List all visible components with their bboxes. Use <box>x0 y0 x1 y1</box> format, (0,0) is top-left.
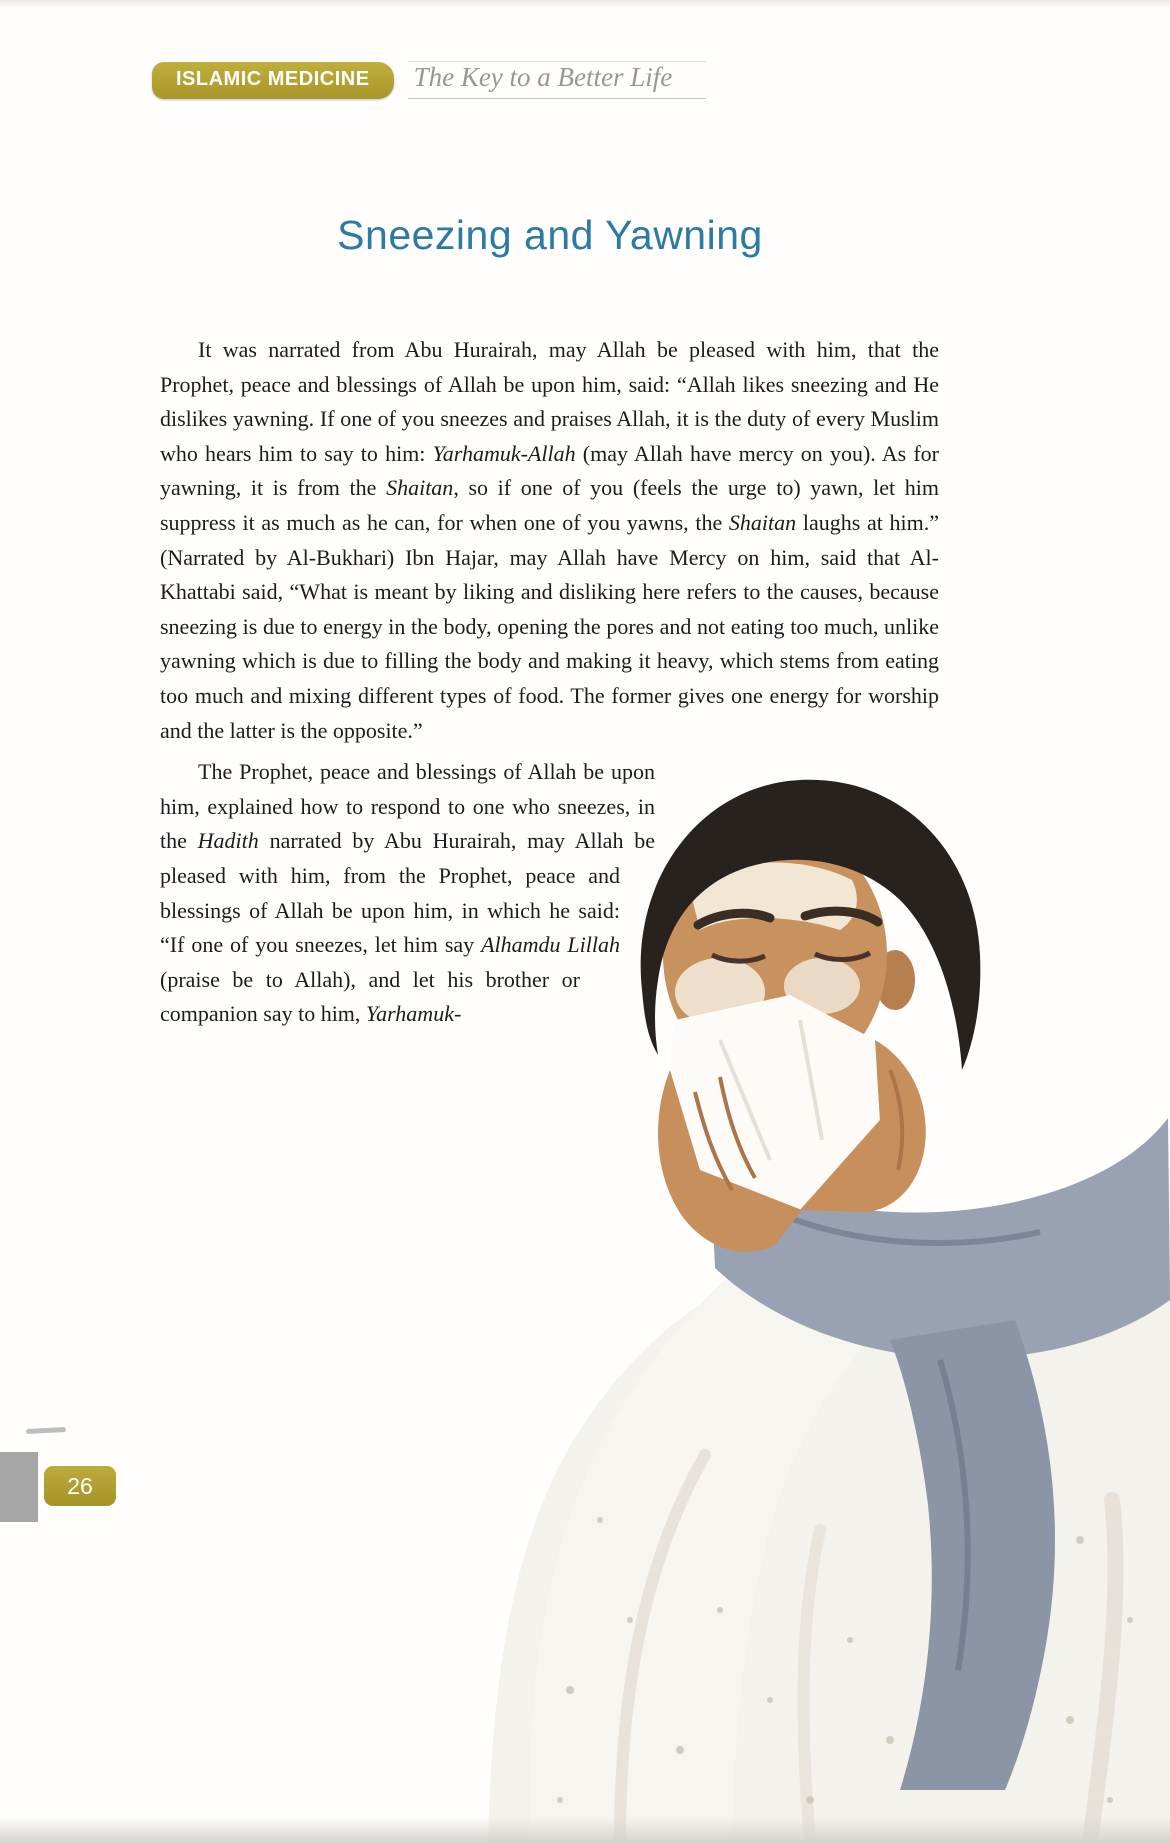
text-wrap-spacer <box>939 333 940 740</box>
footer-dash <box>26 1427 66 1434</box>
sneezing-man-illustration <box>470 740 1170 1843</box>
chapter-title: Sneezing and Yawning <box>337 212 763 258</box>
page-bottom-edge <box>0 1817 1170 1843</box>
page-header <box>152 58 706 102</box>
text-run: (praise be to Allah), and let his brother or companion say to him, <box>160 966 580 1027</box>
text-run: The Prophet, peace and blessings of Allah be upon him, explained how to respond to one who sneezes, in the <box>160 759 655 854</box>
paragraph <box>160 333 940 748</box>
page-number-badge: 26 <box>44 1466 116 1506</box>
series-badge: ISLAMIC MEDICINE <box>152 62 394 99</box>
book-tagline: The Key to a Better Life <box>408 61 707 99</box>
text-run: It was narrated from Abu Hurairah, may Allah be pleased with him, that the Prophet, peace and blessings of Allah be upon him, said: “Allah likes sneezing and He dislikes yawning. If one of you sneezes and praises Allah, it is the duty of every Muslim who hears him to say to him: <box>160 337 939 466</box>
text-run: laughs at him.” (Narrated by Al-Bukhari) Ibn Hajar, may Allah have Mercy on him, said that Al-Khattabi said, “What is meant by liking and disliking here refers to the causes, because sneezing is due to energy in the body, opening the pores and not eating too much, unlike yawning which is due to filling the body and making it heavy, which stems from eating too much and mixing different types of food. The former gives one energy for worship and the latter is the opposite.” <box>160 509 939 743</box>
text-run: (may Allah have mercy on you). As for yawning, it is from the <box>160 440 940 501</box>
italic-term: Yarhamuk- <box>365 1001 462 1027</box>
italic-term: Hadith <box>197 828 259 854</box>
italic-term: Shaitan <box>728 509 797 535</box>
italic-term: Shaitan <box>386 475 454 501</box>
text-run: , so if one of you (feels the urge to) yawn, let him suppress it as much as he can, for when one of you yawns, the <box>160 475 939 535</box>
sneezing-man-photo <box>470 740 1170 1843</box>
italic-term: Yarhamuk-Allah <box>432 440 576 466</box>
footer-gray-bar <box>0 1452 38 1522</box>
italic-term: Alhamdu Lillah <box>481 932 621 958</box>
text-run: narrated by Abu Hurairah, may Allah be pleased with him, from the Prophet, peace and blessings of Allah be upon him, in which he said: “If one of you sneezes, let him say <box>160 828 655 958</box>
page-top-edge <box>0 0 1170 8</box>
